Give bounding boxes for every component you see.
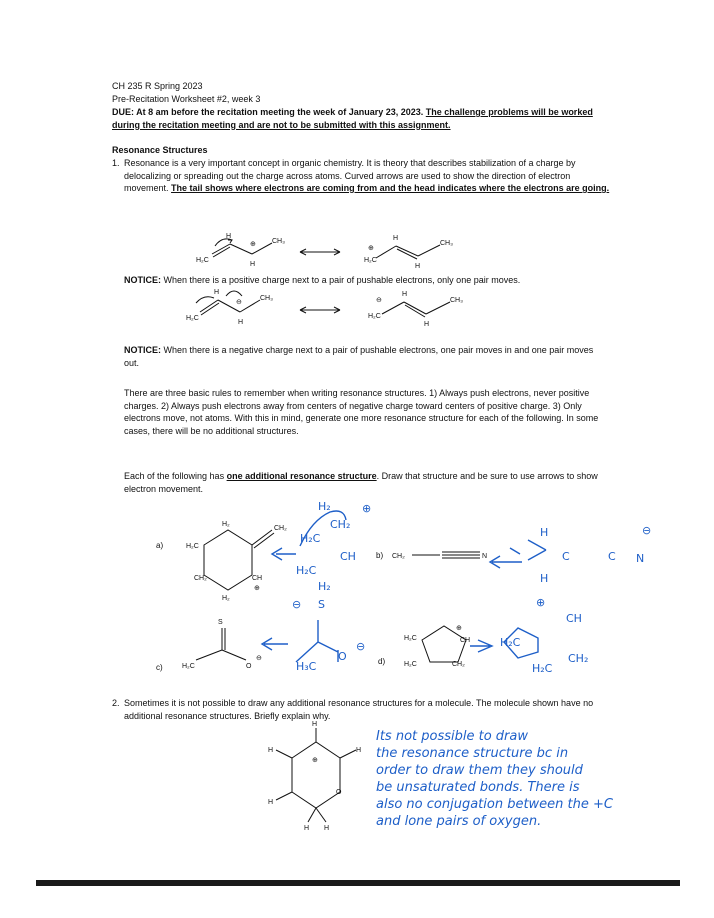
answer-line: and lone pairs of oxygen.	[376, 814, 542, 829]
task-pre: Each of the following has	[124, 471, 225, 481]
course-title: CH 235 R Spring 2023	[112, 81, 203, 91]
label-ch3: CH₃	[440, 240, 453, 247]
allyl-anion-right	[382, 302, 450, 317]
notice-label: NOTICE:	[124, 345, 161, 355]
label-h: H	[356, 747, 362, 754]
hw-h2: H₂	[318, 500, 331, 513]
label-d: d)	[378, 657, 386, 666]
due-underline: The challenge problems will be worked during the recitation meeting and are not to be submitted with this assignment.	[112, 107, 593, 130]
label-h: H	[250, 261, 256, 268]
label-ch2: CH₂	[194, 575, 207, 582]
hw-minus: ⊖	[356, 640, 366, 653]
label-o: O	[336, 789, 342, 796]
hw-minus: ⊖	[292, 598, 302, 611]
label-b: b)	[376, 551, 384, 560]
hw-ch: CH	[566, 612, 582, 625]
resonance-arrow	[300, 307, 340, 313]
hw-c: C	[608, 550, 616, 563]
label-n: N	[482, 553, 488, 560]
label-h2c: H₂C	[186, 315, 199, 322]
label-ch3: CH₃	[260, 295, 273, 302]
label-h: H	[268, 799, 274, 806]
section-title: Resonance Structures	[112, 145, 208, 155]
label-h2c: H₂C	[364, 257, 377, 264]
q2-text: Sometimes it is not possible to draw any additional resonance structures for a molecule. The molecule shown have no additional resonance structures. Briefly explain why.	[124, 698, 594, 721]
label-ch2: CH₂	[452, 661, 465, 668]
structure-c	[196, 628, 246, 660]
hw-s: S	[318, 598, 325, 611]
label-h: H	[214, 289, 220, 296]
label-plus: ⊕	[368, 245, 374, 252]
answer-line: be unsaturated bonds. There is	[376, 780, 580, 795]
notice-text: When there is a positive charge next to a pair of pushable electrons, only one pair moves.	[163, 275, 521, 285]
label-plus: ⊕	[456, 625, 462, 632]
label-h2: H₂	[222, 521, 230, 528]
q2-number: 2.	[112, 698, 120, 708]
label-plus: ⊕	[250, 241, 256, 248]
allyl-anion-left	[196, 291, 260, 315]
hw-h2c: H₂C	[500, 636, 521, 649]
task-underline: one additional resonance structure	[226, 471, 377, 481]
label-s: S	[218, 619, 223, 626]
allyl-cation-right	[376, 245, 440, 259]
label-h: H	[402, 291, 408, 298]
label-h2c: H₂C	[186, 543, 199, 550]
rules-paragraph: There are three basic rules to remember when writing resonance structures. 1) Always push electrons, never positive charges. 2) Always push electrons away from centers of negative charge toward centers of positive charge. 3) Only electrons move, not atoms. With this in mind, generate one more resonance structure for each of the following. In some cases, there will be no additional structures.	[124, 388, 599, 436]
label-minus: ⊖	[376, 297, 382, 304]
answer-line: order to draw them they should	[376, 763, 583, 778]
bottom-bar	[36, 880, 680, 886]
structure-b	[412, 552, 480, 558]
hw-plus: ⊕	[536, 596, 546, 609]
q1-number: 1.	[112, 158, 120, 168]
label-h: H	[424, 321, 430, 328]
hw-ch2: CH₂	[568, 652, 589, 665]
hw-h: H	[540, 526, 549, 539]
label-ch2: CH₂	[274, 525, 287, 532]
allyl-cation-left	[212, 239, 272, 257]
label-plus: ⊕	[254, 585, 260, 592]
handwritten-answer	[376, 728, 676, 830]
hw-h2c-b: H₂C	[296, 564, 317, 577]
label-minus: ⊖	[236, 299, 242, 306]
task-post: . Draw that structure and be sure to use arrows to show electron movement.	[124, 471, 598, 494]
label-h: H	[268, 747, 274, 754]
answer-line: Its not possible to draw	[376, 729, 528, 744]
label-h: H	[393, 235, 399, 242]
hw-h3c: H₃C	[296, 660, 317, 673]
notice-text: When there is a negative charge next to a pair of pushable electrons, one pair moves in and one pair moves out.	[124, 345, 594, 368]
hw-h2c-c: H₂C	[532, 662, 553, 675]
label-h: H	[415, 263, 421, 270]
q1-intro-underline: The tail shows where electrons are coming from and the head indicates where the electrons are going.	[171, 183, 610, 193]
hw-minus: ⊖	[642, 524, 652, 537]
label-h2c: H₂C	[368, 313, 381, 320]
label-h2c: H₂C	[404, 661, 417, 668]
answer-line: the resonance structure bc in	[376, 746, 569, 761]
hw-h2: H₂	[318, 580, 331, 593]
hw-ch: CH	[340, 550, 356, 563]
resonance-arrow	[300, 249, 340, 255]
answer-line: also no conjugation between the +C	[376, 797, 613, 812]
label-ch: CH	[460, 637, 471, 644]
label-ch3: CH₃	[450, 297, 463, 304]
hw-h: H	[540, 572, 549, 585]
label-h: H	[304, 825, 310, 832]
hw-h2c: H₂C	[300, 532, 321, 545]
label-h2c: H₂C	[404, 635, 417, 642]
label-ch3: CH₃	[272, 238, 285, 245]
label-h2c: H₂C	[182, 663, 195, 670]
hw-plus: ⊕	[362, 502, 372, 515]
structure-a	[204, 530, 274, 590]
label-h: H	[238, 319, 244, 326]
label-ch: CH	[252, 575, 263, 582]
label-o: O	[246, 663, 252, 670]
hw-c: C	[562, 550, 570, 563]
label-plus: ⊕	[312, 757, 318, 764]
structure-q2	[276, 728, 356, 822]
label-a: a)	[156, 541, 164, 550]
due-bold: DUE: At 8 am before the recitation meeting the week of January 23, 2023.	[112, 107, 424, 117]
label-h2: H₂	[222, 595, 230, 602]
hw-n: N	[636, 552, 645, 565]
label-ch2-b: CH₂	[392, 553, 405, 560]
label-h2c: H₂C	[196, 257, 209, 264]
label-minus: ⊖	[256, 655, 262, 662]
label-c: c)	[156, 663, 163, 672]
hw-ch2: CH₂	[330, 518, 351, 531]
hw-o: O	[338, 650, 347, 663]
notice-label: NOTICE:	[124, 275, 161, 285]
label-h: H	[312, 721, 318, 728]
worksheet-title: Pre-Recitation Worksheet #2, week 3	[112, 94, 261, 104]
label-h: H	[324, 825, 330, 832]
q1-intro-text: Resonance is a very important concept in organic chemistry. It is theory that describes stabilization of a charge by delocalizing or spreading out the charge across atoms. Curved arrows are used to show the direction of electron movement.	[124, 158, 576, 193]
label-h: H	[226, 233, 232, 240]
